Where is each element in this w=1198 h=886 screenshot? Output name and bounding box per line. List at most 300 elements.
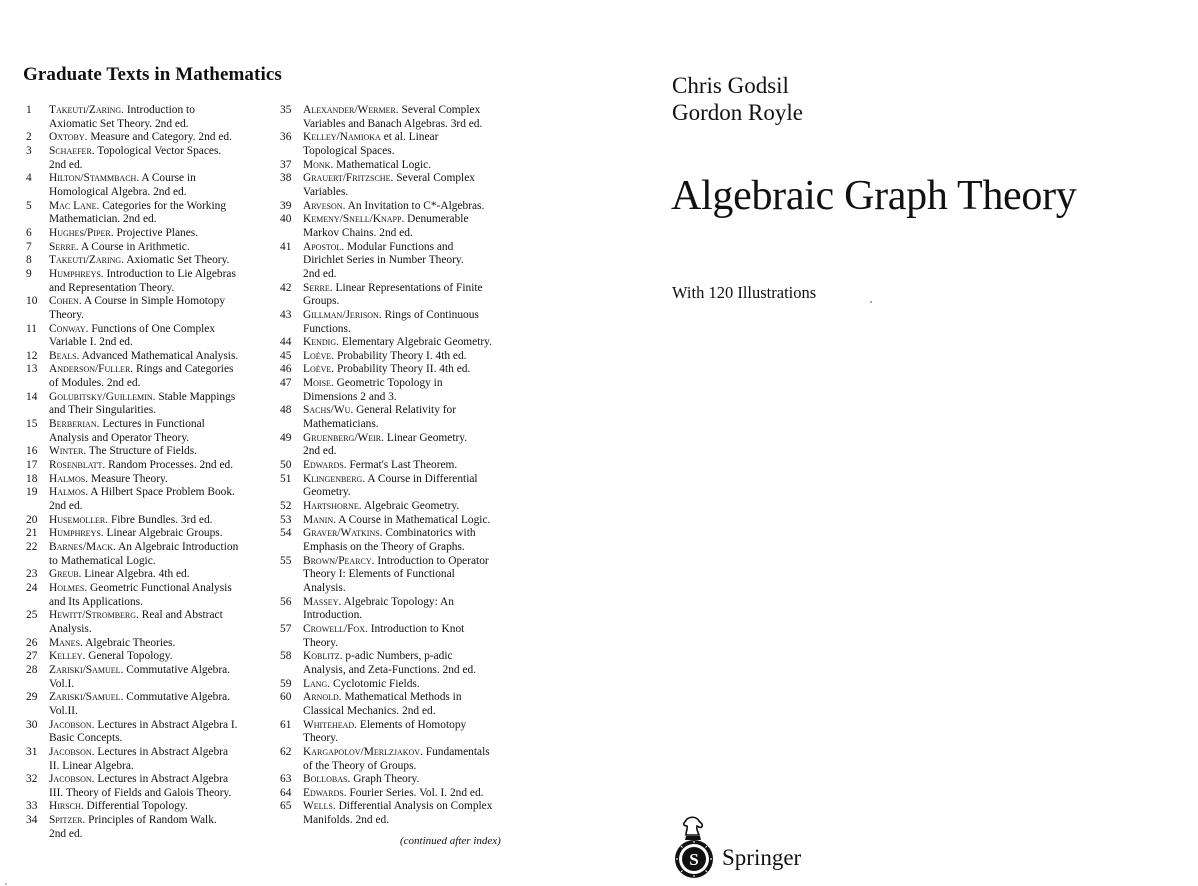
entry-title-line: p-adic Numbers, p-adic	[345, 650, 453, 663]
entry-number: 47	[280, 377, 292, 390]
entry-number: 59	[280, 677, 292, 690]
entry-text	[49, 527, 264, 541]
entry-author: Humphreys.	[49, 527, 104, 540]
entry-number: 51	[280, 472, 292, 485]
series-entry	[278, 377, 513, 404]
entry-title-line: Theory.	[303, 732, 338, 745]
entry-author: Husemoller.	[49, 513, 109, 526]
entry-author: Alexander/Wermer.	[303, 104, 399, 116]
entry-number: 58	[280, 650, 292, 663]
series-entry	[278, 241, 513, 282]
entry-author: Monk.	[303, 158, 334, 171]
entry-title-line: Probability Theory I. 4th ed.	[337, 349, 467, 362]
entry-title-line: Fibre Bundles. 3rd ed.	[110, 513, 213, 526]
series-entry	[24, 527, 264, 541]
entry-author: Brown/Pearcy.	[303, 554, 375, 567]
entry-number: 6	[26, 226, 32, 239]
entry-title-line: Groups.	[303, 295, 340, 308]
entry-title-line: Emphasis on the Theory of Graphs.	[303, 541, 465, 553]
entry-author: Hirsch.	[49, 800, 84, 813]
entry-text	[303, 159, 513, 173]
entry-text	[303, 691, 513, 718]
entry-text	[49, 650, 264, 664]
entry-author: Spitzer.	[49, 814, 86, 827]
entry-number: 36	[280, 131, 292, 144]
author-name: Gordon Royle	[672, 100, 803, 125]
entry-text	[49, 104, 264, 131]
series-entry	[278, 678, 513, 692]
entry-title-line: Algebraic Theories.	[85, 636, 176, 649]
entry-title-line: Dimensions 2 and 3.	[303, 390, 397, 403]
entry-number: 21	[26, 527, 38, 540]
entry-author: Jacobson.	[49, 745, 95, 758]
entry-author: Mac Lane.	[49, 199, 100, 212]
entry-number: 30	[26, 718, 38, 731]
entry-text	[303, 800, 513, 827]
entry-author: Greub.	[49, 568, 82, 581]
entry-title-line: Axiomatic Set Theory. 2nd ed.	[49, 117, 189, 130]
entry-title-line: III. Theory of Fields and Galois Theory.	[49, 786, 232, 799]
entry-text	[49, 609, 264, 636]
series-entry	[24, 800, 264, 814]
entry-author: Crowell/Fox.	[303, 622, 368, 635]
entry-title-line: Cyclotomic Fields.	[333, 677, 420, 690]
entry-number: 28	[26, 663, 38, 676]
entry-number: 16	[26, 445, 38, 458]
entry-text	[303, 200, 513, 214]
entry-text	[303, 623, 513, 650]
entry-text	[49, 445, 264, 459]
entry-number: 11	[26, 322, 37, 335]
series-entry	[24, 241, 264, 255]
series-entry	[24, 254, 264, 268]
entry-title-line: Algebraic Topology: An	[343, 595, 454, 608]
entry-title-line: Theory I: Elements of Functional	[303, 568, 455, 581]
entry-author: Sachs/Wu.	[303, 404, 354, 417]
entry-title-line: Geometric Functional Analysis	[90, 581, 232, 594]
entry-number: 23	[26, 568, 38, 581]
entry-text	[303, 404, 513, 431]
entry-author: Klingenberg.	[303, 472, 366, 485]
entry-title-line: Fundamentals	[425, 745, 490, 758]
entry-title-line: Introduction to	[126, 104, 195, 116]
entry-title-line: Differential Topology.	[86, 800, 188, 813]
series-entry	[278, 363, 513, 377]
entry-text	[49, 486, 264, 513]
entry-author: Kemeny/Snell/Knapp.	[303, 213, 405, 226]
entry-number: 32	[26, 773, 38, 786]
entry-text	[303, 309, 513, 336]
entry-text	[303, 514, 513, 528]
series-entry	[278, 282, 513, 309]
series-list-right	[278, 104, 513, 828]
series-entry	[24, 664, 264, 691]
entry-author: Hartshorne.	[303, 500, 362, 513]
entry-author: Whitehead.	[303, 718, 358, 731]
entry-text	[49, 773, 264, 800]
entry-title-line: Commutative Algebra.	[126, 691, 231, 704]
entry-number: 65	[280, 800, 292, 813]
entry-text	[49, 418, 264, 445]
entry-title-line: The Structure of Fields.	[88, 445, 198, 458]
entry-title-line: Variables and Banach Algebras. 3rd ed.	[303, 117, 483, 130]
entry-author: Wells.	[303, 800, 336, 813]
entry-text	[303, 350, 513, 364]
entry-author: Manin.	[303, 513, 336, 526]
series-entry	[278, 555, 513, 596]
entry-text	[303, 131, 513, 158]
entry-text	[49, 473, 264, 487]
entry-author: Winter.	[49, 445, 87, 458]
entry-text	[49, 172, 264, 199]
entry-title-line: Linear Algebra. 4th ed.	[84, 568, 190, 581]
entry-text	[49, 254, 264, 268]
entry-text	[49, 541, 264, 568]
entry-number: 8	[26, 254, 32, 267]
entry-text	[303, 719, 513, 746]
entry-text	[303, 336, 513, 350]
entry-title-line: Mathematical Methods in	[344, 691, 462, 704]
entry-author: Gruenberg/Weir.	[303, 431, 384, 444]
entry-title-line: Topological Spaces.	[303, 144, 395, 157]
entry-title-line: Markov Chains. 2nd ed.	[303, 226, 413, 239]
entry-title-line: A Course in	[141, 172, 196, 185]
entry-number: 33	[26, 800, 38, 813]
entry-title-line: Topological Vector Spaces.	[97, 144, 222, 157]
entry-text	[303, 282, 513, 309]
entry-author: Zariski/Samuel.	[49, 663, 124, 676]
svg-text:S: S	[689, 850, 699, 869]
entry-author: Zariski/Samuel.	[49, 691, 124, 704]
series-entry	[278, 719, 513, 746]
series-entry	[24, 445, 264, 459]
entry-text	[49, 568, 264, 582]
entry-title-line: Principles of Random Walk.	[88, 814, 217, 827]
entry-text	[49, 719, 264, 746]
entry-title-line: Introduction to Lie Algebras	[106, 267, 236, 280]
entry-number: 61	[280, 718, 292, 731]
entry-author: Edwards.	[303, 459, 347, 472]
entry-author: Rosenblatt.	[49, 459, 106, 472]
entry-title-line: Theory.	[303, 636, 338, 649]
entry-author: Bollobas.	[303, 773, 351, 786]
entry-number: 15	[26, 418, 38, 431]
entry-text	[49, 350, 264, 364]
entry-number: 34	[26, 814, 38, 827]
book-title: Algebraic Graph Theory	[671, 173, 1077, 219]
entry-title-line: Mathematical Logic.	[336, 158, 432, 171]
entry-title-line: Introduction to Knot	[370, 622, 465, 635]
entry-title-line: Introduction to Operator	[377, 554, 489, 567]
entry-number: 60	[280, 691, 292, 704]
series-entry	[24, 145, 264, 172]
entry-author: Kendig.	[303, 336, 339, 349]
entry-number: 19	[26, 486, 38, 499]
entry-number: 13	[26, 363, 38, 376]
entry-title-line: Linear Representations of Finite	[335, 281, 483, 294]
entry-number: 31	[26, 745, 38, 758]
entry-number: 7	[26, 240, 32, 253]
entry-author: Edwards.	[303, 786, 347, 799]
entry-title-line: Elements of Homotopy	[359, 718, 467, 731]
series-entry	[24, 609, 264, 636]
entry-title-line: General Topology.	[88, 650, 173, 663]
series-entry	[24, 227, 264, 241]
entry-title-line: Algebraic Geometry.	[363, 500, 460, 513]
entry-text	[49, 200, 264, 227]
entry-title-line: Measure and Category. 2nd ed.	[90, 131, 232, 144]
entry-title-line: Linear Geometry.	[386, 431, 468, 444]
series-entry	[24, 773, 264, 800]
entry-author: Apostol.	[303, 240, 345, 253]
entry-title-line: Variables.	[303, 185, 349, 198]
series-entry	[278, 773, 513, 787]
illustrations-note: With 120 Illustrations	[672, 283, 817, 302]
entry-number: 20	[26, 513, 38, 526]
entry-author: Gillman/Jerison.	[303, 308, 382, 321]
entry-text	[49, 227, 264, 241]
entry-title-line: Analysis, and Zeta-Functions. 2nd ed.	[303, 663, 477, 676]
entry-title-line: Manifolds. 2nd ed.	[303, 814, 390, 827]
entry-title-line: General Relativity for	[356, 404, 457, 417]
entry-title-line: Combinatorics with	[385, 527, 476, 540]
entry-text	[303, 432, 513, 459]
entry-text	[49, 664, 264, 691]
entry-author: Holmes.	[49, 581, 88, 594]
series-entry	[278, 404, 513, 431]
entry-number: 52	[280, 500, 292, 513]
entry-number: 5	[26, 199, 32, 212]
series-entry	[278, 131, 513, 158]
entry-text	[303, 241, 513, 282]
entry-title-line: Functions of One Complex	[91, 322, 216, 335]
entry-title-line: Vol.II.	[49, 704, 78, 717]
entry-text	[303, 172, 513, 199]
entry-title-line: Mathematicians.	[303, 418, 379, 431]
series-entry	[278, 200, 513, 214]
entry-title-line: 2nd ed.	[303, 267, 337, 280]
entry-text	[303, 377, 513, 404]
entry-title-line: Rings of Continuous	[384, 308, 479, 321]
entry-title-line: Homological Algebra. 2nd ed.	[49, 185, 187, 198]
entry-title-line: and Its Applications.	[49, 595, 143, 608]
series-entry	[24, 637, 264, 651]
entry-author: Kelley.	[49, 650, 86, 663]
entry-author: Arveson.	[303, 199, 346, 212]
entry-title-line: Geometry.	[303, 486, 351, 499]
entry-text	[303, 473, 513, 500]
series-entry	[24, 200, 264, 227]
series-entry	[24, 582, 264, 609]
series-entry	[24, 418, 264, 445]
entry-title-line: Random Processes. 2nd ed.	[108, 459, 234, 472]
entry-title-line: A Course in Mathematical Logic.	[338, 513, 491, 526]
entry-title-line: Dirichlet Series in Number Theory.	[303, 254, 464, 267]
entry-title-line: A Hilbert Space Problem Book.	[90, 486, 235, 499]
entry-number: 14	[26, 390, 38, 403]
series-entry	[24, 350, 264, 364]
series-entry	[24, 691, 264, 718]
entry-text	[49, 514, 264, 528]
series-entry	[24, 719, 264, 746]
entry-title-line: Commutative Algebra.	[126, 663, 231, 676]
entry-author: Moise.	[303, 377, 334, 390]
entry-number: 62	[280, 745, 292, 758]
entry-title-line: An Algebraic Introduction	[118, 541, 239, 553]
entry-text	[49, 691, 264, 718]
entry-text	[49, 746, 264, 773]
entry-number: 64	[280, 786, 292, 799]
entry-title-line: Modular Functions and	[347, 240, 454, 253]
entry-title-line: Several Complex	[396, 172, 475, 185]
entry-author: Hughes/Piper.	[49, 226, 114, 239]
entry-title-line: Functions.	[303, 322, 351, 335]
entry-author: Manes.	[49, 636, 83, 649]
entry-number: 41	[280, 240, 292, 253]
entry-text	[303, 650, 513, 677]
entry-author: Loève.	[303, 349, 335, 362]
entry-text	[303, 363, 513, 377]
entry-text	[49, 459, 264, 473]
entry-title-line: 2nd ed.	[49, 827, 83, 840]
series-entry	[24, 104, 264, 131]
entry-author: Loève.	[303, 363, 335, 376]
entry-number: 1	[26, 104, 32, 116]
series-entry	[24, 650, 264, 664]
entry-title-line: Denumerable	[407, 213, 469, 226]
entry-number: 53	[280, 513, 292, 526]
entry-number: 2	[26, 131, 32, 144]
entry-title-line: 2nd ed.	[49, 500, 83, 513]
entry-title-line: Categories for the Working	[102, 199, 227, 212]
entry-title-line: Vol.I.	[49, 677, 75, 690]
entry-title-line: Real and Abstract	[141, 609, 223, 622]
entry-number: 49	[280, 431, 292, 444]
entry-title-line: 2nd ed.	[303, 445, 337, 458]
entry-title-line: Mathematician. 2nd ed.	[49, 213, 157, 226]
series-entry	[24, 172, 264, 199]
entry-text	[49, 582, 264, 609]
entry-number: 42	[280, 281, 292, 294]
entry-number: 46	[280, 363, 292, 376]
entry-title-line: Differential Analysis on Complex	[338, 800, 493, 813]
entry-title-line: Projective Planes.	[116, 226, 199, 239]
series-entry	[24, 746, 264, 773]
entry-number: 50	[280, 459, 292, 472]
entry-text	[303, 746, 513, 773]
entry-author: Kelley/Namioka	[303, 131, 381, 144]
entry-author: Arnold.	[303, 691, 342, 704]
entry-title-line: Elementary Algebraic Geometry.	[341, 336, 492, 349]
series-entry	[278, 104, 513, 131]
entry-text	[303, 678, 513, 692]
entry-number: 54	[280, 527, 292, 540]
series-entry	[278, 650, 513, 677]
series-entry	[278, 691, 513, 718]
entry-author: Massey.	[303, 595, 342, 608]
series-entry	[278, 213, 513, 240]
entry-text	[303, 527, 513, 554]
continued-note: (continued after index)	[400, 835, 501, 847]
entry-author: Schaefer.	[49, 144, 95, 157]
series-entry	[278, 473, 513, 500]
entry-title-line: of Modules. 2nd ed.	[49, 377, 141, 390]
series-entry	[24, 541, 264, 568]
entry-title-line: to Mathematical Logic.	[49, 554, 156, 567]
entry-title-line: Lectures in Functional	[102, 418, 205, 431]
series-entry	[24, 295, 264, 322]
series-entry	[24, 268, 264, 295]
entry-title-line: Lectures in Abstract Algebra	[97, 745, 229, 758]
entry-number: 55	[280, 554, 292, 567]
entry-title-line: of the Theory of Groups.	[303, 759, 417, 772]
entry-text	[49, 295, 264, 322]
author-names	[672, 72, 803, 126]
entry-title-line: Several Complex	[401, 104, 481, 116]
entry-title-line: Advanced Mathematical Analysis.	[81, 349, 239, 362]
entry-title-line: Fourier Series. Vol. I. 2nd ed.	[349, 786, 484, 799]
author-name: Chris Godsil	[672, 73, 789, 98]
entry-number: 9	[26, 267, 32, 280]
series-entry	[278, 787, 513, 801]
entry-author: Lang.	[303, 677, 331, 690]
entry-author: Serre.	[303, 281, 333, 294]
entry-text	[49, 363, 264, 390]
entry-title-line: Probability Theory II. 4th ed.	[337, 363, 471, 376]
entry-author: Beals.	[49, 349, 80, 362]
entry-text	[49, 323, 264, 350]
publisher-name: Springer	[722, 845, 802, 870]
entry-number: 24	[26, 581, 38, 594]
entry-author: Golubitsky/Guillemin.	[49, 390, 156, 403]
entry-title-line: A Course in Differential	[367, 472, 478, 485]
entry-number: 35	[280, 104, 292, 116]
entry-number: 10	[26, 295, 38, 308]
entry-text	[303, 555, 513, 596]
series-entry	[278, 159, 513, 173]
entry-author: Serre.	[49, 240, 79, 253]
series-entry	[24, 363, 264, 390]
entry-title-line: An Invitation to C*-Algebras.	[347, 199, 485, 212]
series-entry	[24, 323, 264, 350]
entry-title-line: A Course in Arithmetic.	[80, 240, 190, 253]
entry-number: 18	[26, 472, 38, 485]
series-entry	[278, 596, 513, 623]
series-entry	[24, 514, 264, 528]
entry-author: Conway.	[49, 322, 89, 335]
entry-title-line: and Representation Theory.	[49, 281, 175, 294]
entry-number: 40	[280, 213, 292, 226]
series-entry	[278, 336, 513, 350]
entry-author: Barnes/Mack.	[49, 541, 116, 553]
entry-author: Anderson/Fuller.	[49, 363, 134, 376]
entry-text	[303, 500, 513, 514]
series-entry	[278, 350, 513, 364]
entry-title-line: Rings and Categories	[136, 363, 234, 376]
entry-number: 57	[280, 622, 292, 635]
series-entry	[24, 814, 264, 841]
entry-title-line: et al. Linear	[383, 131, 439, 144]
series-entry	[24, 459, 264, 473]
entry-author: Halmos.	[49, 486, 89, 499]
entry-author: Halmos.	[49, 472, 89, 485]
series-entry	[278, 500, 513, 514]
entry-text	[303, 459, 513, 473]
series-entry	[278, 514, 513, 528]
entry-title-line: Linear Algebraic Groups.	[106, 527, 223, 540]
entry-title-line: Analysis and Operator Theory.	[49, 431, 190, 444]
entry-text	[49, 145, 264, 172]
